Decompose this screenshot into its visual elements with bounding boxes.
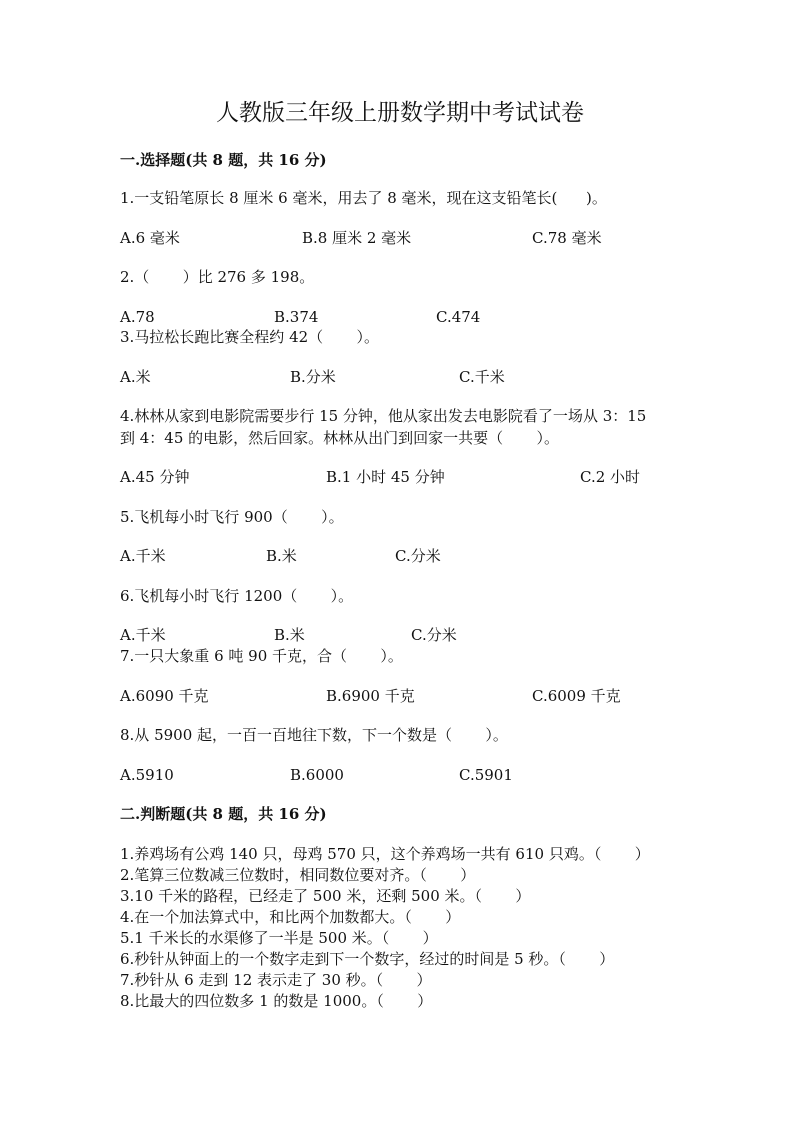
option-c: C.2 小时 [580, 468, 641, 486]
option-b: B.8 厘米 2 毫米 [302, 229, 412, 247]
question-stem-line-1: 4.林林从家到电影院需要步行 15 分钟，他从家出发去电影院看了一场从 3：15 [120, 407, 647, 425]
option-a: A.78 [120, 308, 155, 326]
option-b: B.米 [266, 547, 297, 565]
option-a: A.5910 [120, 766, 174, 784]
judge-item: 6.秒针从钟面上的一个数字走到下一个数字，经过的时间是 5 秒。（ ） [120, 950, 615, 968]
option-a: A.千米 [120, 626, 166, 644]
section-heading-judge: 二.判断题(共 8 题，共 16 分) [120, 805, 327, 823]
option-c: C.78 毫米 [532, 229, 602, 247]
option-c: C.6009 千克 [532, 687, 621, 705]
option-a: A.米 [120, 368, 151, 386]
option-c: C.分米 [411, 626, 457, 644]
option-b: B.米 [274, 626, 305, 644]
question-stem-line-2: 到 4：45 的电影，然后回家。林林从出门到回家一共要（ ）。 [120, 429, 560, 447]
question-stem: 5.飞机每小时飞行 900（ ）。 [120, 508, 344, 526]
option-c: C.分米 [395, 547, 441, 565]
question-stem: 3.马拉松长跑比赛全程约 42（ ）。 [120, 328, 380, 346]
option-c: C.474 [436, 308, 481, 326]
judge-item: 7.秒针从 6 走到 12 表示走了 30 秒。（ ） [120, 971, 432, 989]
option-a: A.45 分钟 [120, 468, 190, 486]
question-stem: 1.一支铅笔原长 8 厘米 6 毫米，用去了 8 毫米，现在这支铅笔长( )。 [120, 189, 607, 207]
option-b: B.6000 [290, 766, 344, 784]
option-a: A.6 毫米 [120, 229, 180, 247]
option-b: B.分米 [290, 368, 336, 386]
judge-item: 1.养鸡场有公鸡 140 只，母鸡 570 只，这个养鸡场一共有 610 只鸡。（ ） [120, 845, 650, 863]
option-b: B.374 [274, 308, 319, 326]
option-a: A.6090 千克 [120, 687, 209, 705]
judge-item: 2.笔算三位数减三位数时，相同数位要对齐。（ ） [120, 866, 476, 884]
option-c: C.千米 [459, 368, 505, 386]
judge-item: 5.1 千米长的水渠修了一半是 500 米。（ ） [120, 929, 438, 947]
option-b: B.1 小时 45 分钟 [326, 468, 445, 486]
judge-item: 8.比最大的四位数多 1 的数是 1000。（ ） [120, 992, 433, 1010]
page-title: 人教版三年级上册数学期中考试试卷 [216, 100, 584, 126]
option-a: A.千米 [120, 547, 166, 565]
option-c: C.5901 [459, 766, 513, 784]
question-stem: 6.飞机每小时飞行 1200（ ）。 [120, 587, 354, 605]
section-heading-choice: 一.选择题(共 8 题，共 16 分) [120, 151, 327, 169]
question-stem: 8.从 5900 起，一百一百地往下数，下一个数是（ ）。 [120, 726, 508, 744]
judge-item: 3.10 千米的路程，已经走了 500 米，还剩 500 米。（ ） [120, 887, 531, 905]
question-stem: 7.一只大象重 6 吨 90 千克，合（ ）。 [120, 647, 403, 665]
judge-item: 4.在一个加法算式中，和比两个加数都大。（ ） [120, 908, 461, 926]
option-b: B.6900 千克 [326, 687, 415, 705]
question-stem: 2.（ ）比 276 多 198。 [120, 268, 315, 286]
